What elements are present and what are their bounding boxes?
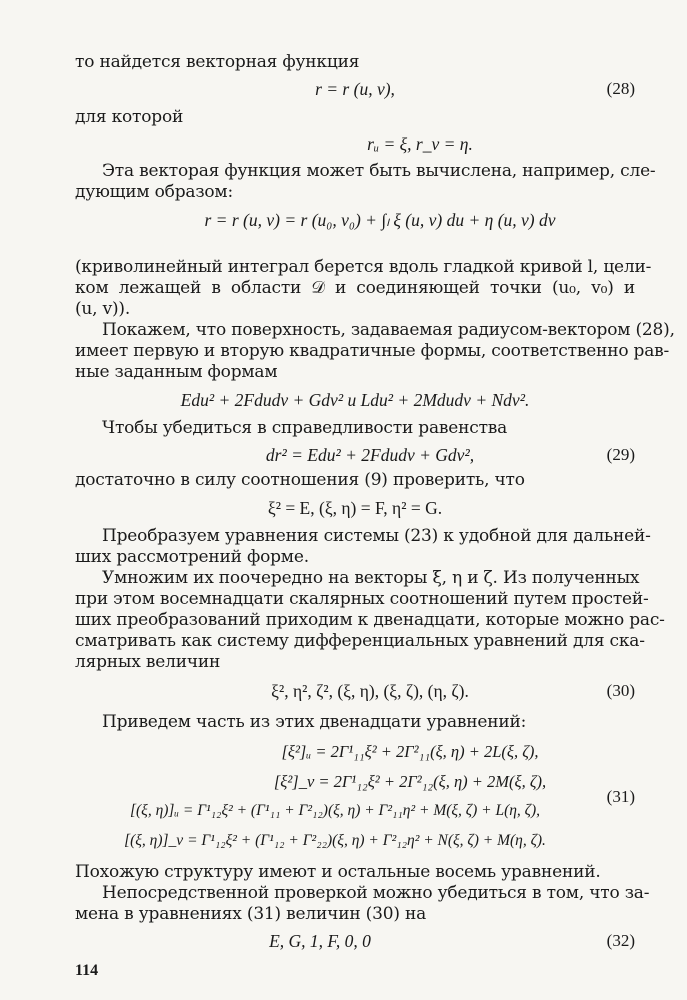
- text-line: Похожую структуру имеют и остальные восемь уравнений.: [75, 862, 601, 882]
- text-line: имеет первую и вторую квадратичные формы, соответственно рав-: [75, 341, 670, 361]
- equation-29: dr² = Edu² + 2Fdudv + Gdv²,: [265, 445, 475, 465]
- equation-31b: [ξ²]_v = 2Γ¹₁₂ξ² + 2Γ²₁₂(ξ, η) + 2M(ξ, ζ),: [273, 772, 547, 791]
- text-line: то найдется векторная функция: [75, 52, 360, 72]
- equation-31d: [(ξ, η)]_v = Γ¹₁₂ξ² + (Γ¹₁₂ + Γ²₂₂)(ξ, η) + Γ²₁₂η² + N(ξ, ζ) + M(η, ζ).: [124, 832, 546, 849]
- text-line: дующим образом:: [75, 182, 233, 202]
- text-line: мена в уравнениях (31) величин (30) на: [75, 904, 427, 924]
- equation-28: r = r (u, v),: [315, 79, 395, 99]
- text-line: ком лежащей в области 𝒟 и соединяющей точки (u₀, v₀) и: [75, 278, 635, 298]
- text-line: (u, v)).: [75, 299, 131, 319]
- text-line: для которой: [75, 107, 184, 127]
- text-line: Эта векторая функция может быть вычислена, например, сле-: [102, 161, 656, 181]
- equation-number-31: (31): [606, 787, 635, 806]
- text-line: Преобразуем уравнения системы (23) к удобной для дальней-: [102, 526, 651, 546]
- text-line: (криволинейный интеграл берется вдоль гладкой кривой l, цели-: [75, 257, 652, 277]
- text-line: ные заданным формам: [75, 362, 278, 382]
- text-line: при этом восемнадцати скалярных соотношений путем простей-: [75, 589, 649, 609]
- equation-number-32: (32): [606, 931, 635, 950]
- text-line: ших рассмотрений форме.: [75, 547, 309, 567]
- equation-forms: Edu² + 2Fdudv + Gdv² и Ldu² + 2Mdudv + Ndv².: [180, 390, 530, 410]
- text-line: Непосредственной проверкой можно убедиться в том, что за-: [102, 883, 650, 903]
- equation-derivatives: rᵤ = ξ, r_v = η.: [367, 134, 473, 154]
- text-line: достаточно в силу соотношения (9) проверить, что: [75, 470, 525, 490]
- text-line: ших преобразований приходим к двенадцати, которые можно рас-: [75, 610, 665, 630]
- text-line: лярных величин: [75, 652, 221, 672]
- text-line: сматривать как систему дифференциальных уравнений для ска-: [75, 631, 645, 651]
- equation-31a: [ξ²]ᵤ = 2Γ¹₁₁ξ² + 2Γ²₁₁(ξ, η) + 2L(ξ, ζ),: [281, 742, 539, 761]
- text-line: Покажем, что поверхность, задаваемая радиусом-вектором (28),: [102, 320, 675, 340]
- equation-30: ξ², η², ζ², (ξ, η), (ξ, ζ), (η, ζ).: [271, 681, 469, 701]
- page-number: 114: [75, 962, 99, 979]
- equation-check: ξ² = E, (ξ, η) = F, η² = G.: [267, 498, 443, 518]
- equation-number-30: (30): [606, 681, 635, 700]
- text-line: Умножим их поочередно на векторы ξ, η и ζ. Из полученных: [102, 568, 640, 588]
- equation-32: E, G, 1, F, 0, 0: [269, 931, 371, 951]
- equation-31c: [(ξ, η)]ᵤ = Γ¹₁₂ξ² + (Γ¹₁₁ + Γ²₁₂)(ξ, η) + Γ²₁₁η² + M(ξ, ζ) + L(η, ζ),: [129, 802, 540, 819]
- equation-number-29: (29): [606, 445, 635, 464]
- equation-integral: r = r (u, v) = r (u₀, v₀) + ∫ₗ ξ (u, v) du + η (u, v) dv: [204, 210, 556, 230]
- text-line: Приведем часть из этих двенадцати уравнений:: [102, 712, 527, 732]
- text-line: Чтобы убедиться в справедливости равенства: [102, 418, 508, 438]
- equation-number-28: (28): [606, 79, 635, 98]
